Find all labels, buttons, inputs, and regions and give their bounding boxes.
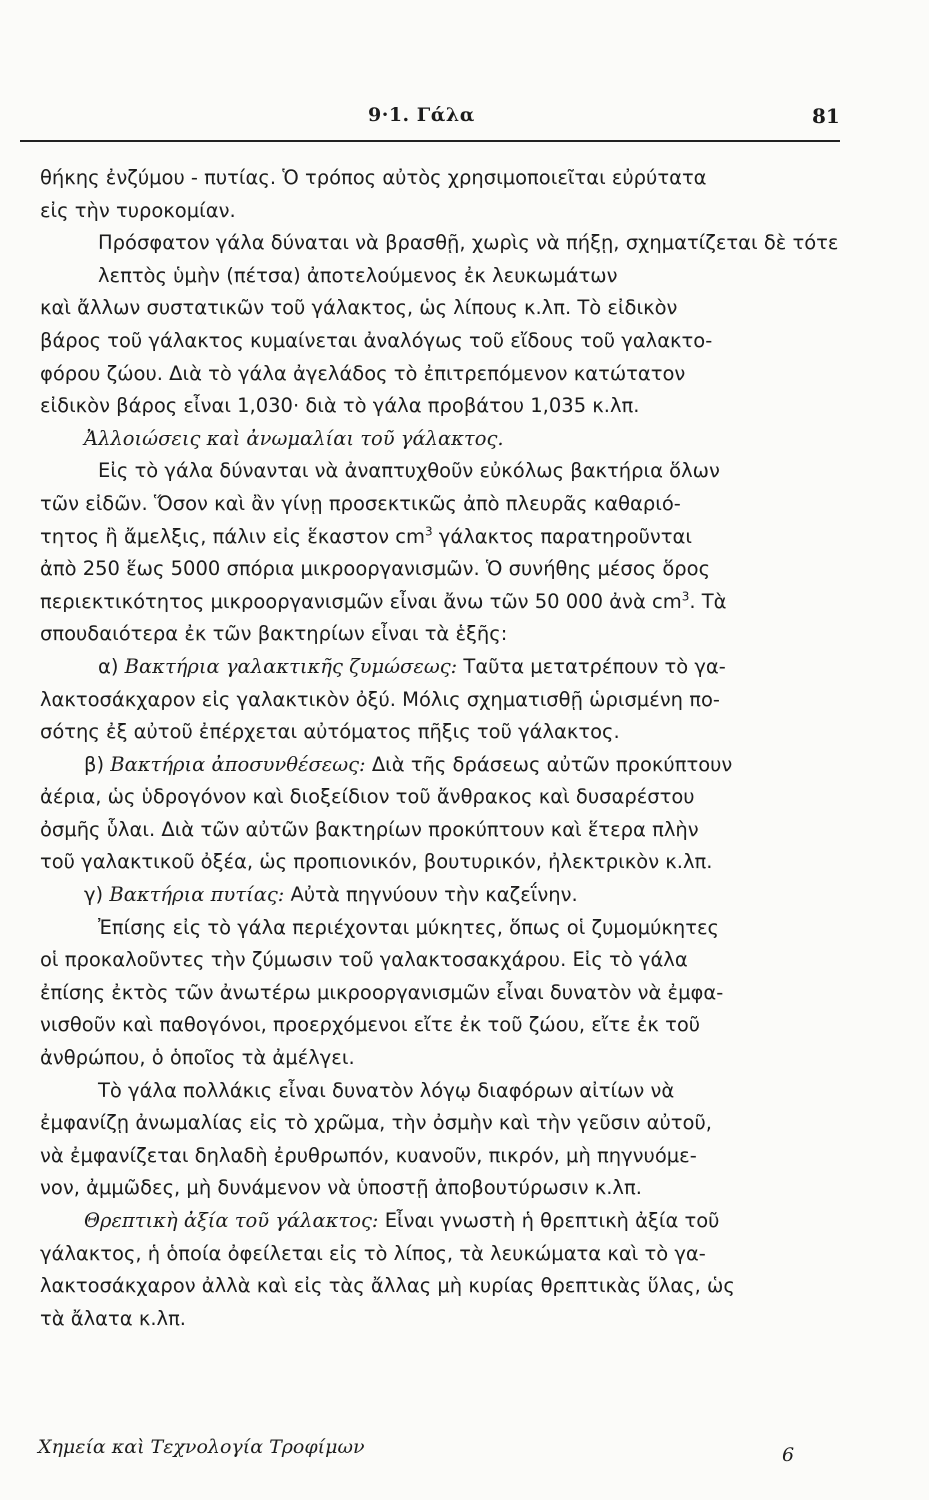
list-item-c: γ) Βακτήρια πυτίας: Αὐτὰ πηγνύουν τὴν καζεΐνην. [84,883,578,907]
text-line: νον, ἀμμῶδες, μὴ δυνάμενον νὰ ὑποστῇ ἀποβουτύρωσιν κ.λπ. [40,1176,642,1200]
text-line: Τὸ γάλα πολλάκις εἶναι δυνατὸν λόγῳ διαφόρων αἰτίων νὰ [98,1078,675,1102]
text-line: νὰ ἐμφανίζεται δηλαδὴ ἐρυθρωπόν, κυανοῦν, πικρόν, μὴ πηγνυόμε- [40,1143,697,1167]
text-line: φόρου ζώου. Διὰ τὸ γάλα ἀγελάδος τὸ ἐπιτρεπόμενον κατώτατον [40,361,686,385]
text-line: εἰδικὸν βάρος εἶναι 1,030· διὰ τὸ γάλα προβάτου 1,035 κ.λπ. [40,394,640,418]
text-line: σότης ἐξ αὐτοῦ ἐπέρχεται αὐτόματος πῆξις τοῦ γάλακτος. [40,720,620,744]
text-line: οἱ προκαλοῦντες τὴν ζύμωσιν τοῦ γαλακτοσακχάρου. Εἰς τὸ γάλα [40,948,688,972]
text-line: σπουδαιότερα ἐκ τῶν βακτηρίων εἶναι τὰ ἑξῆς: [40,622,508,646]
page-header [0,100,929,140]
text-line: θήκης ἐνζύμου - πυτίας. Ὁ τρόπος αὐτὸς χρησιμοποιεῖται εὐρύτατα [40,166,707,189]
header-rule [20,140,840,142]
text-line: τὰ ἄλατα κ.λπ. [40,1306,187,1330]
list-item-a: α) Βακτήρια γαλακτικῆς ζυμώσεως: Ταῦτα μετατρέπουν τὸ γα- [98,654,726,678]
text-line: βάρος τοῦ γάλακτος κυμαίνεται ἀναλόγως τοῦ εἴδους τοῦ γαλακτο- [40,328,713,352]
text-line: Ἐπίσης εἰς τὸ γάλα περιέχονται μύκητες, ὅπως οἱ ζυμομύκητες [98,915,720,939]
text-line: τητος ἢ ἄμελξις, πάλιν εἰς ἕκαστον $cm^3$ γάλακτος παρατηροῦνται [40,524,693,548]
text-line: τῶν εἰδῶν. Ὅσον καὶ ἂν γίνῃ προσεκτικῶς ἀπὸ πλευρᾶς καθαριό- [40,491,681,515]
section-title: 9·1. Γάλα [368,104,475,126]
subheading: Ἀλλοιώσεις καὶ ἀνωμαλίαι τοῦ γάλακτος. [84,426,504,450]
text-line: Πρόσφατον γάλα δύναται νὰ βρασθῇ, χωρὶς νὰ πήξῃ, σχηματίζεται δὲ τότε λεπτὸς ὑμὴν (πέτσα) ἀποτελούμενος ἐκ λευκωμάτων [98,231,839,287]
page-number: 81 [812,104,840,128]
page-footer [0,1436,929,1476]
text-line: ὀσμῆς ὗλαι. Διὰ τῶν αὐτῶν βακτηρίων προκύπτουν καὶ ἕτερα πλὴν [40,817,699,841]
text-line: εἰς τὴν τυροκομίαν. [40,198,236,222]
text-line: ἐμφανίζῃ ἀνωμαλίας εἰς τὸ χρῶμα, τὴν ὀσμὴν καὶ τὴν γεῦσιν αὐτοῦ, [40,1111,712,1135]
text-line: ἐπίσης ἐκτὸς τῶν ἀνωτέρω μικροοργανισμῶν εἶναι δυνατὸν νὰ ἐμφα- [40,980,724,1004]
text-line: νισθοῦν καὶ παθογόνοι, προερχόμενοι εἴτε ἐκ τοῦ ζώου, εἴτε ἐκ τοῦ [40,1013,701,1037]
body-text [40,162,840,1335]
text-line: τοῦ γαλακτικοῦ ὀξέα, ὡς προπιονικόν, βουτυρικόν, ἠλεκτρικὸν κ.λπ. [40,850,713,874]
book-title: Χημεία καὶ Τεχνολογία Τροφίμων [38,1436,365,1458]
text-line: ἀνθρώπου, ὁ ὁποῖος τὰ ἀμέλγει. [40,1046,355,1070]
text-line: λακτοσάκχαρον εἰς γαλακτικὸν ὀξύ. Μόλις σχηματισθῇ ὡρισμένη πο- [40,687,720,711]
nutrition-paragraph: Θρεπτικὴ ἀξία τοῦ γάλακτος: Εἶναι γνωστὴ ἡ θρεπτικὴ ἀξία τοῦ [84,1209,720,1232]
text-line: ἀέρια, ὡς ὑδρογόνον καὶ διοξείδιον τοῦ ἄνθρακος καὶ δυσαρέστου [40,785,695,809]
signature-mark: 6 [782,1444,795,1466]
list-item-b: β) Βακτήρια ἀποσυνθέσεως: Διὰ τῆς δράσεως αὐτῶν προκύπτουν [84,752,733,776]
text-line: καὶ ἄλλων συστατικῶν τοῦ γάλακτος, ὡς λίπους κ.λπ. Τὸ εἰδικὸν [40,296,678,320]
text-line: λακτοσάκχαρον ἀλλὰ καὶ εἰς τὰς ἄλλας μὴ κυρίας θρεπτικὰς ὕλας, ὡς [40,1274,735,1298]
text-line: περιεκτικότητος μικροοργανισμῶν εἶναι ἄνω τῶν 50 000 ἀνὰ $cm^3$. Τὰ [40,589,727,613]
text-line: Εἰς τὸ γάλα δύνανται νὰ ἀναπτυχθοῦν εὐκόλως βακτήρια ὅλων [98,459,720,483]
text-line: γάλακτος, ἡ ὁποία ὀφείλεται εἰς τὸ λίπος, τὰ λευκώματα καὶ τὸ γα- [40,1241,706,1265]
text-line: ἀπὸ 250 ἕως 5000 σπόρια μικροοργανισμῶν. Ὁ συνήθης μέσος ὅρος [40,557,711,581]
